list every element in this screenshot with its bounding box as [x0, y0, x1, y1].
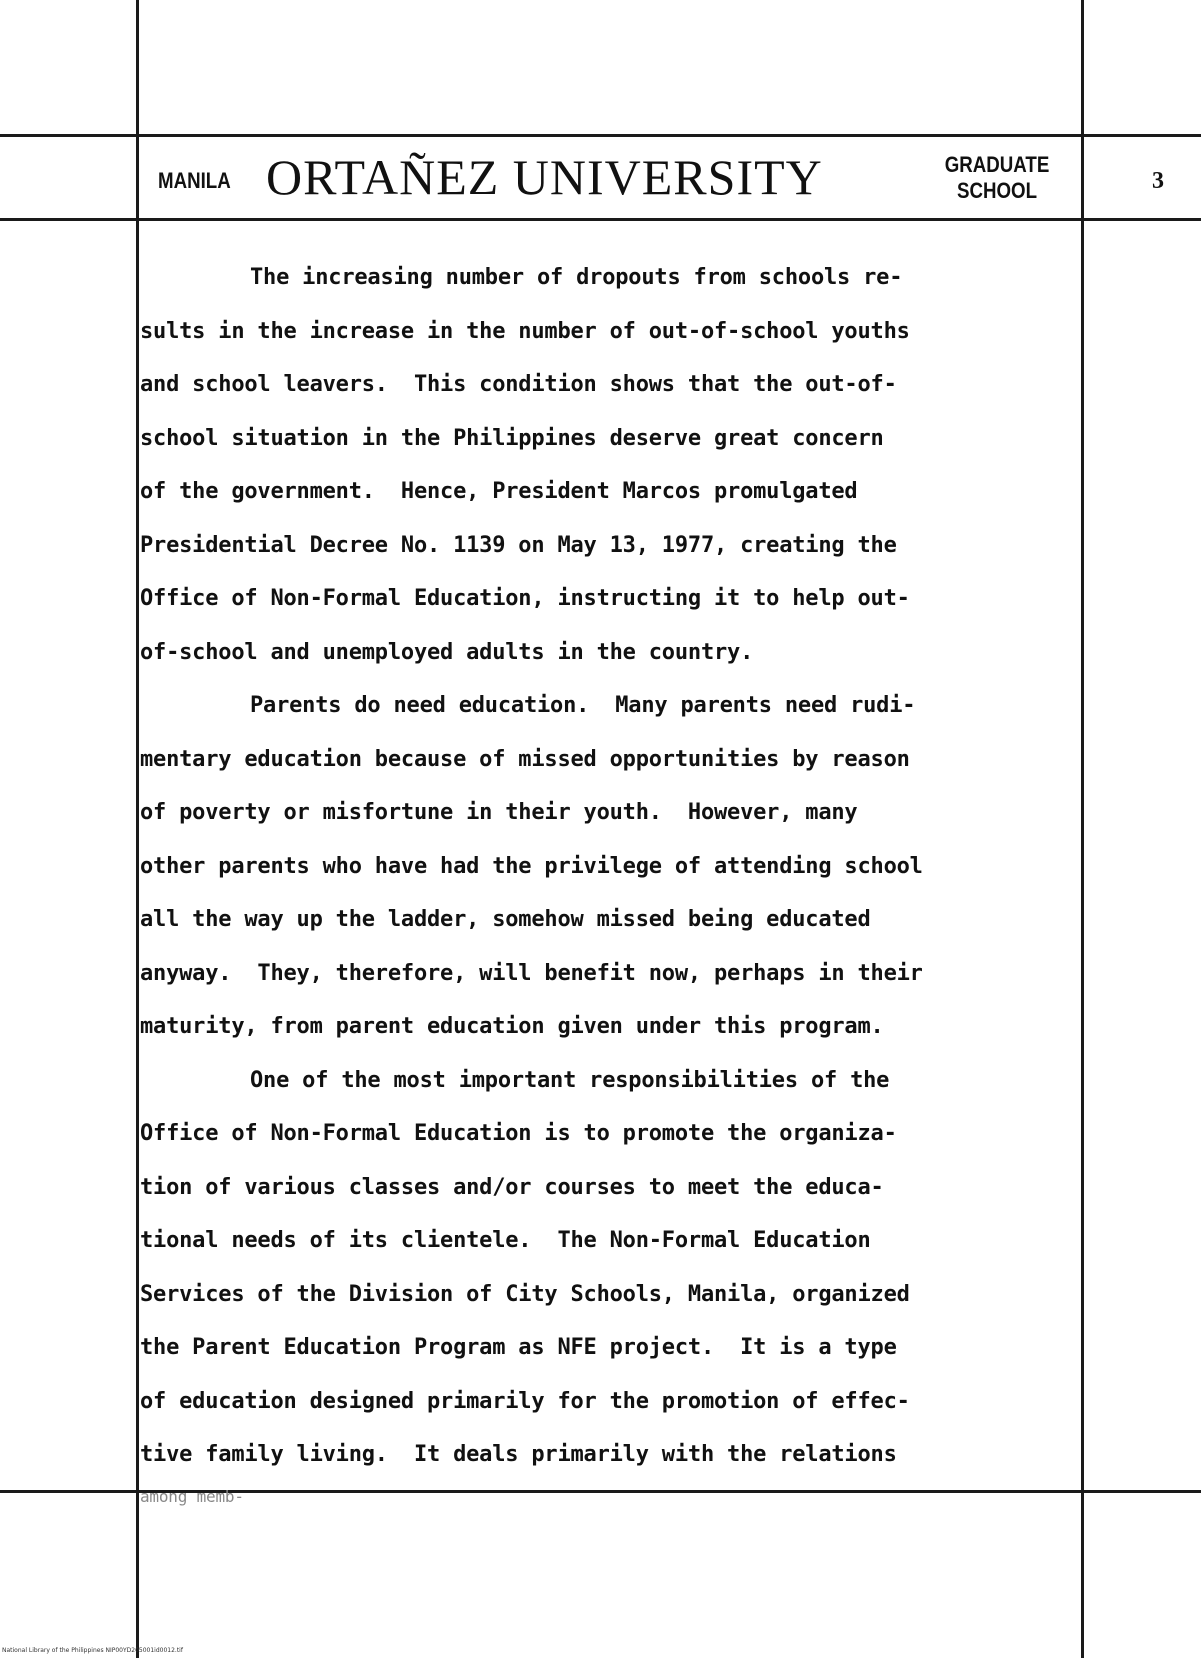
archive-footer: National Library of the Philippines NIP00YD205001id0012.tif [2, 1647, 183, 1654]
cutoff-text-line: among memb- [140, 1486, 244, 1506]
header-bottom-rule [0, 218, 1201, 221]
left-margin-rule [136, 0, 139, 1658]
body-text [140, 251, 1070, 1512]
letterhead-school-line2: SCHOOL [956, 178, 1038, 203]
text-line: One of the most important responsibilities of the [250, 1067, 890, 1093]
text-line: sults in the increase in the number of out-of-school youths [140, 318, 910, 344]
text-line: of education designed primarily for the promotion of effec- [140, 1388, 910, 1414]
page-number: 3 [1152, 168, 1164, 194]
text-line: other parents who have had the privilege of attending school [140, 853, 923, 879]
text-line: tional needs of its clientele. The Non-Formal Education [140, 1228, 871, 1253]
text-line: of the government. Hence, President Marcos promulgated [140, 479, 858, 504]
text-line: school situation in the Philippines deserve great concern [140, 425, 884, 451]
text-line: Presidential Decree No. 1139 on May 13, 1977, creating the [140, 532, 897, 558]
text-line: the Parent Education Program as NFE project. It is a type [140, 1335, 897, 1360]
text-line: and school leavers. This condition shows that the out-of- [140, 372, 897, 397]
letterhead-school [933, 152, 1061, 204]
letterhead-city: MANILA [158, 168, 231, 193]
right-margin-rule [1081, 0, 1084, 1658]
header-top-rule [0, 134, 1201, 137]
text-line: all the way up the ladder, somehow missed being educated [140, 907, 871, 932]
text-line: Office of Non-Formal Education is to promote the organiza- [140, 1121, 897, 1146]
text-line: of poverty or misfortune in their youth. However, many [140, 800, 858, 825]
text-line: tion of various classes and/or courses to meet the educa- [140, 1174, 884, 1200]
text-line: The increasing number of dropouts from schools re- [250, 265, 903, 290]
text-line: maturity, from parent education given under this program. [140, 1014, 884, 1039]
text-line: mentary education because of missed opportunities by reason [140, 746, 910, 772]
letterhead [142, 138, 1082, 218]
text-line: Services of the Division of City Schools, Manila, organized [140, 1281, 910, 1307]
text-line: Office of Non-Formal Education, instructing it to help out- [140, 586, 910, 611]
text-line: of-school and unemployed adults in the country. [140, 639, 754, 665]
letterhead-university: ORTAÑEZ UNIVERSITY [266, 149, 823, 205]
text-line: Parents do need education. Many parents need rudi- [250, 693, 916, 718]
text-line: anyway. They, therefore, will benefit now, perhaps in their [140, 960, 923, 986]
letterhead-school-line1: GRADUATE [944, 152, 1050, 177]
text-line: tive family living. It deals primarily with the relations [140, 1442, 897, 1467]
